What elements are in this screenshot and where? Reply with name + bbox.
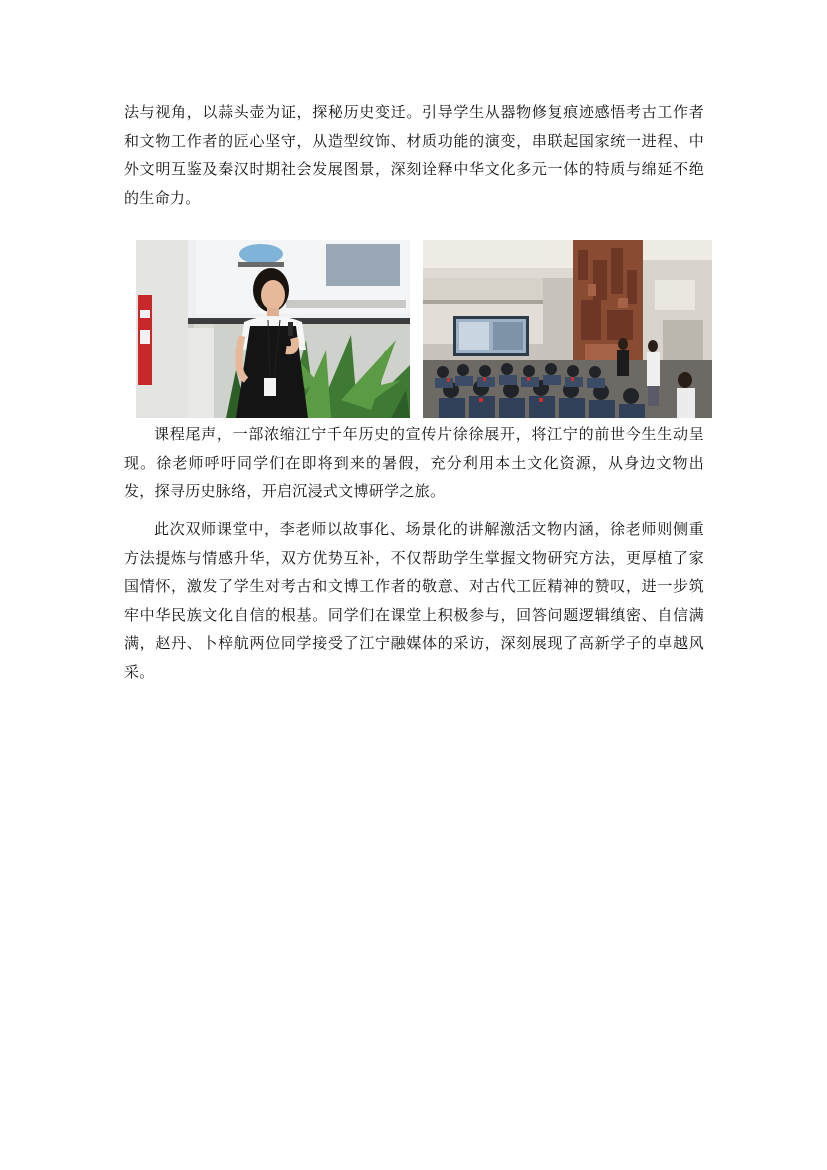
paragraph-intro-continuation: 法与视角，以蒜头壶为证，探秘历史变迁。引导学生从器物修复痕迹感悟考古工作者和文物工作者的匠心坚守，从造型纹饰、材质功能的演变，串联起国家统一进程、中外文明互鉴及秦汉时期社会发展图景，深刻诠释中华文化多元一体的特质与绵延不绝的生命力。 (124, 103, 704, 207)
paragraph-summary: 此次双师课堂中，李老师以故事化、场景化的讲解激活文物内涵，徐老师则侧重方法提炼与情感升华，双方优势互补，不仅帮助学生掌握文物研究方法，更厚植了家国情怀，激发了学生对考古和文博工作者的敬意、对古代工匠精神的赞叹，进一步筑牢中华民族文化自信的根基。同学们在课堂上积极参与，回答问题逻辑缜密、自信满满，赵丹、卜梓航两位同学接受了江宁融媒体的采访，深刻展现了高新学子的卓越风采。 (124, 520, 704, 681)
photo-students-lecture-hall (423, 240, 712, 418)
photo-teacher-speaking (136, 240, 410, 418)
paragraph-course-ending: 课程尾声，一部浓缩江宁千年历史的宣传片徐徐展开，将江宁的前世今生生动呈现。徐老师呼吁同学们在即将到来的暑假，充分利用本土文化资源，从身边文物出发，探寻历史脉络，开启沉浸式文博研学之旅。 (124, 425, 704, 500)
